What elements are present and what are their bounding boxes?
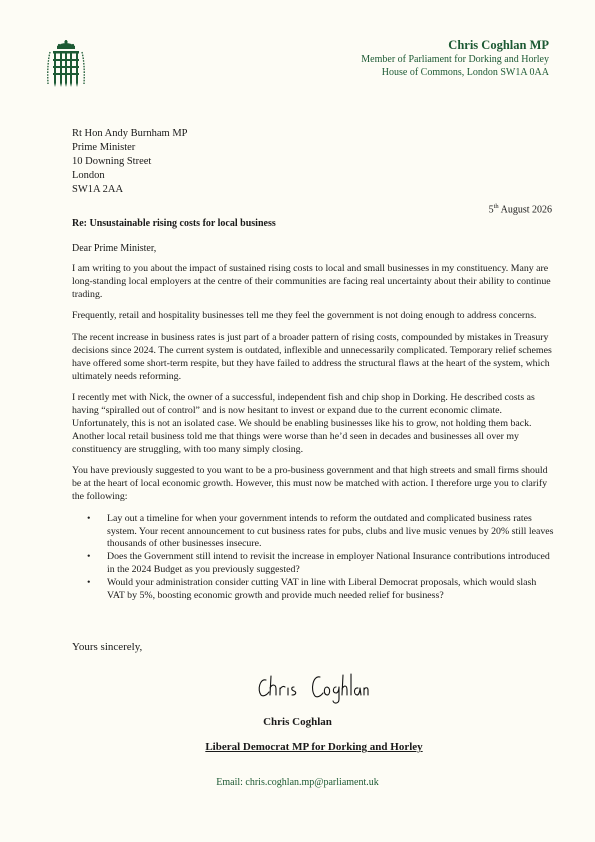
letter-subject: Re: Unsustainable rising costs for local business <box>72 218 276 229</box>
bullet-icon: • <box>87 512 91 524</box>
recipient-line: 10 Downing Street <box>72 156 152 167</box>
contact-email: Email: chris.coghlan.mp@parliament.uk <box>216 777 379 788</box>
recipient-line: Prime Minister <box>72 142 136 153</box>
salutation: Dear Prime Minister, <box>72 243 157 254</box>
body-paragraph: The recent increase in business rates is just part of a broader pattern of rising costs, compounded by mistakes in Treasury decisions since 2024. The current system is outdated, inflexible and unnecessarily complicated. Temporary relief schemes have offered some short-term respite, but they have failed to address the structural flaws at the heart of the system, which ultimately needs reforming. <box>72 332 552 382</box>
body-paragraph: I recently met with Nick, the owner of a successful, independent fish and chip shop in Dorking. He described costs as having “spiralled out of control” and is now hesitant to invest or expand due to the current economic climate. Unfortunately, this is not an isolated case. We should be enabling businesses like his to grow, not holding them back. Another local retail business told me that things were worse than he’d seen in decades and businesses all over my constituency are struggling, with too many simply closing. <box>72 392 535 455</box>
recipient-line: Rt Hon Andy Burnham MP <box>72 128 188 139</box>
body-paragraph: You have previously suggested to you want to be a pro-business government and that high streets and small firms should be at the heart of local economic growth. However, this must now be matched with action. I therefore urge you to clarify the following: <box>72 465 548 502</box>
list-item-text: Does the Government still intend to revisit the increase in employer National Insurance contributions introduced in the 2024 Budget as you previously suggested? <box>107 551 550 575</box>
recipient-line: London <box>72 170 105 181</box>
body-paragraph: I am writing to you about the impact of sustained rising costs to local and small businesses in my constituency. Many are long-standing local employers at the centre of their communities are facing real uncertainty about their ability to continue trading. <box>72 263 551 300</box>
list-item <box>87 512 554 551</box>
letter-body <box>72 263 554 608</box>
sender-address: House of Commons, London SW1A 0AA <box>381 67 549 78</box>
bullet-icon: • <box>87 551 91 563</box>
sender-name: Chris Coghlan MP <box>448 38 549 52</box>
closing: Yours sincerely, <box>72 641 143 653</box>
list-item-text: Would your administration consider cutting VAT in line with Liberal Democrat proposals, which would slash VAT by 5%, boosting economic growth and provide much needed relief for business? <box>107 576 537 601</box>
list-item <box>87 576 554 603</box>
portcullis-icon <box>44 40 88 92</box>
sender-block <box>361 37 549 79</box>
signatory-title: Liberal Democrat MP for Dorking and Horley <box>205 741 423 753</box>
list-item-text: Lay out a timeline for when your government intends to reform the outdated and complicated business rates system. Your recent announcement to cut business rates for pubs, clubs and live music venues by 20% still leaves thousands of other businesses insecure. <box>107 512 554 550</box>
sender-role: Member of Parliament for Dorking and Horley <box>361 54 549 65</box>
bullet-icon: • <box>87 576 91 588</box>
request-list <box>72 513 554 603</box>
body-paragraph: Frequently, retail and hospitality businesses tell me they feel the government is not doing enough to address concerns. <box>72 310 537 322</box>
handwritten-signature <box>254 668 369 706</box>
recipient-line: SW1A 2AA <box>72 184 124 195</box>
signatory-name: Chris Coghlan <box>263 716 332 728</box>
recipient-address <box>72 127 188 197</box>
letter-date <box>489 203 552 215</box>
date-suffix: th <box>493 203 499 210</box>
list-item <box>87 551 554 577</box>
date-rest: August 2026 <box>498 204 552 216</box>
date-day: 5 <box>488 204 494 216</box>
